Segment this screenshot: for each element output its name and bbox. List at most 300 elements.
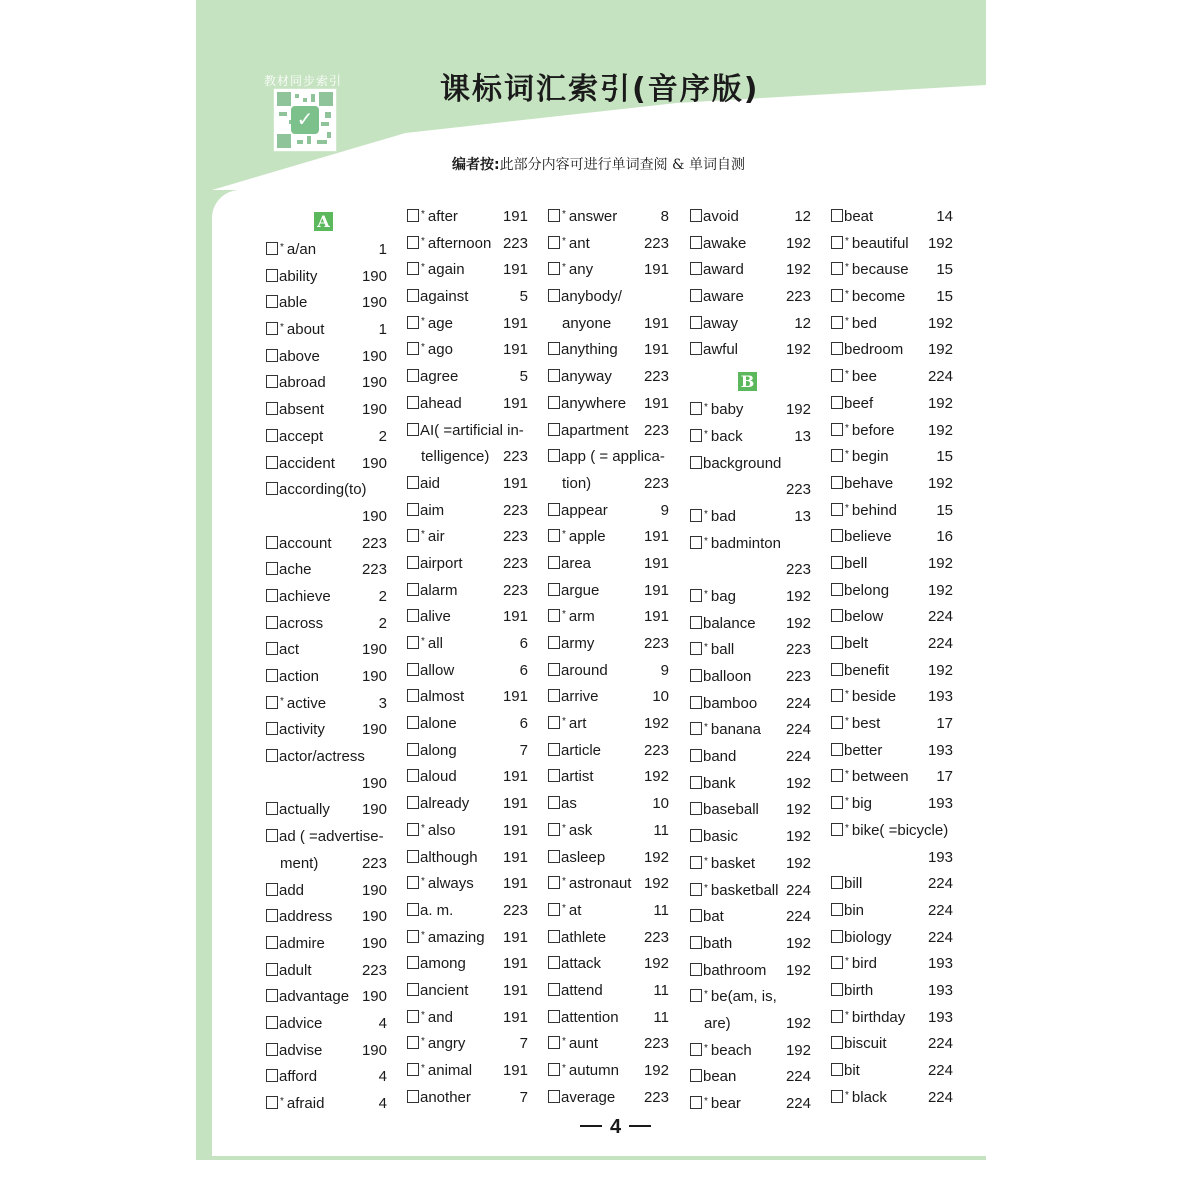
checkbox[interactable] (266, 562, 278, 575)
checkbox[interactable] (266, 749, 278, 762)
checkbox[interactable] (548, 529, 560, 542)
checkbox[interactable] (266, 1096, 278, 1109)
checkbox[interactable] (690, 402, 702, 415)
checkbox[interactable] (548, 423, 560, 436)
checkbox[interactable] (548, 236, 560, 249)
checkbox[interactable] (548, 983, 560, 996)
checkbox[interactable] (407, 262, 419, 275)
checkbox[interactable] (690, 316, 702, 329)
page-ref: 12 (794, 208, 811, 225)
checkbox[interactable] (407, 663, 419, 676)
checkbox[interactable] (266, 322, 278, 335)
checkbox[interactable] (407, 903, 419, 916)
checkbox[interactable] (690, 236, 702, 249)
checkbox[interactable] (831, 342, 843, 355)
star-mark-icon: * (562, 609, 566, 621)
checkbox[interactable] (548, 769, 560, 782)
page-ref: 223 (785, 481, 811, 499)
checkbox[interactable] (548, 636, 560, 649)
checkbox[interactable] (690, 456, 702, 469)
checkbox[interactable] (831, 449, 843, 462)
page-ref: 13 (794, 507, 811, 525)
checkbox[interactable] (266, 349, 278, 362)
checkbox[interactable] (407, 423, 419, 436)
qr-module (307, 136, 311, 144)
word-entry (407, 1031, 528, 1058)
checkbox[interactable] (407, 342, 419, 355)
checkbox[interactable] (690, 829, 702, 842)
word-entry (407, 898, 528, 925)
checkbox[interactable] (690, 909, 702, 922)
word-entry (831, 524, 953, 551)
word-entry (407, 604, 528, 631)
checkbox[interactable] (266, 295, 278, 308)
checkbox[interactable] (831, 1036, 843, 1049)
checkbox[interactable] (407, 369, 419, 382)
checkbox[interactable] (690, 989, 702, 1002)
word-entry (690, 451, 811, 478)
qr-module (295, 94, 299, 98)
checkbox[interactable] (266, 802, 278, 815)
word-text: already (420, 795, 470, 813)
page-ref: 192 (927, 581, 953, 599)
checkbox[interactable] (266, 456, 278, 469)
word-entry (690, 284, 811, 311)
checkbox[interactable] (690, 262, 702, 275)
page-ref: 190 (361, 934, 387, 952)
checkbox[interactable] (831, 423, 843, 436)
checkbox[interactable] (690, 802, 702, 815)
checkbox[interactable] (407, 743, 419, 756)
checkbox[interactable] (831, 823, 843, 836)
checkbox[interactable] (266, 1043, 278, 1056)
checkbox[interactable] (407, 689, 419, 702)
checkbox[interactable] (407, 289, 419, 302)
word-text: anything (561, 341, 618, 359)
checkbox[interactable] (407, 476, 419, 489)
checkbox[interactable] (831, 262, 843, 275)
checkbox[interactable] (548, 1063, 560, 1076)
checkbox[interactable] (690, 342, 702, 355)
word-entry-continuation (266, 504, 387, 531)
page-ref: 192 (643, 768, 669, 786)
checkbox[interactable] (266, 883, 278, 896)
word-text: bit (844, 1062, 860, 1079)
checkbox[interactable] (831, 930, 843, 943)
word-entry (407, 418, 528, 445)
checkbox[interactable] (266, 722, 278, 735)
checkbox[interactable] (548, 663, 560, 676)
word-text: area (561, 554, 592, 572)
qr-module (279, 112, 287, 116)
word-text: awful (703, 341, 739, 359)
checkbox[interactable] (831, 556, 843, 569)
checkbox[interactable] (548, 609, 560, 622)
page-ref: 190 (361, 347, 387, 365)
checkbox[interactable] (407, 609, 419, 622)
word-entry (548, 658, 669, 685)
index-column (831, 204, 953, 1111)
checkbox[interactable] (266, 909, 278, 922)
checkbox[interactable] (548, 850, 560, 863)
word-text: anybody/ (561, 288, 622, 306)
page-ref: 15 (936, 261, 953, 279)
word-text: address (279, 908, 333, 926)
checkbox[interactable] (266, 963, 278, 976)
checkbox[interactable] (831, 396, 843, 409)
checkbox[interactable] (831, 583, 843, 596)
checkbox[interactable] (266, 482, 278, 495)
checkbox[interactable] (831, 503, 843, 516)
checkbox[interactable] (831, 1010, 843, 1023)
letter-badge: A (314, 212, 333, 231)
word-text: anywhere (561, 394, 627, 412)
checkbox[interactable] (407, 956, 419, 969)
checkbox[interactable] (548, 369, 560, 382)
word-text: advise (279, 1041, 323, 1059)
checkbox[interactable] (548, 903, 560, 916)
checkbox[interactable] (690, 1069, 702, 1082)
word-entry (831, 978, 953, 1005)
checkbox[interactable] (690, 429, 702, 442)
checkbox[interactable] (690, 696, 702, 709)
word-entry (266, 691, 387, 718)
checkbox[interactable] (407, 503, 419, 516)
checkbox[interactable] (690, 616, 702, 629)
checkbox[interactable] (831, 743, 843, 756)
word-text: aid (420, 474, 441, 492)
page-ref: 10 (652, 688, 669, 706)
word-text: asleep (561, 848, 606, 866)
word-text: allow (420, 661, 455, 679)
star-mark-icon: * (845, 369, 849, 381)
checkbox[interactable] (548, 503, 560, 516)
word-entry (548, 204, 669, 231)
word-entry (690, 744, 811, 771)
checkbox[interactable] (831, 209, 843, 222)
word-entry (266, 1011, 387, 1038)
checkbox[interactable] (407, 556, 419, 569)
checkbox[interactable] (831, 769, 843, 782)
checkbox[interactable] (831, 609, 843, 622)
word-text: able (279, 294, 308, 312)
star-mark-icon: * (845, 262, 849, 274)
page-ref: 15 (936, 501, 953, 519)
word-entry (831, 1031, 953, 1058)
word-text: belong (844, 581, 890, 599)
star-mark-icon: * (704, 1096, 708, 1107)
word-text: artist (561, 768, 594, 786)
checkbox[interactable] (407, 316, 419, 329)
qr-label: 教材同步索引 (264, 74, 343, 88)
star-mark-icon: * (704, 882, 708, 894)
page-ref: 224 (785, 1095, 811, 1112)
qr-module (303, 98, 307, 102)
checkbox[interactable] (407, 396, 419, 409)
word-entry (831, 1005, 953, 1032)
word-text: adult (279, 961, 312, 979)
checkbox[interactable] (548, 956, 560, 969)
page-number (572, 1116, 659, 1139)
checkbox[interactable] (548, 689, 560, 702)
star-mark-icon: * (421, 1009, 425, 1021)
word-entry (690, 424, 811, 451)
checkbox[interactable] (831, 716, 843, 729)
checkbox[interactable] (266, 989, 278, 1002)
checkbox[interactable] (266, 616, 278, 629)
checkbox[interactable] (407, 209, 419, 222)
word-entry (266, 744, 387, 771)
checkbox[interactable] (831, 983, 843, 996)
checkbox[interactable] (407, 236, 419, 249)
word-text: baby (710, 401, 744, 419)
checkbox[interactable] (266, 402, 278, 415)
word-text: better (844, 741, 883, 759)
checkbox[interactable] (690, 589, 702, 602)
word-text: ball (710, 641, 735, 659)
word-text: are) (704, 1014, 731, 1032)
word-text: bird (851, 955, 877, 973)
checkbox[interactable] (548, 823, 560, 836)
checkbox[interactable] (266, 429, 278, 442)
page-ref: 191 (643, 581, 669, 599)
page-ref: 191 (502, 394, 528, 412)
checkbox[interactable] (407, 636, 419, 649)
page-ref: 223 (502, 528, 528, 546)
word-text: absent (279, 401, 325, 419)
word-entry (690, 717, 811, 744)
word-entry (407, 551, 528, 578)
checkbox[interactable] (548, 289, 560, 302)
checkbox[interactable] (548, 449, 560, 462)
word-text: bag (710, 587, 736, 605)
checkbox[interactable] (548, 342, 560, 355)
checkbox[interactable] (407, 930, 419, 943)
page-ref: 16 (936, 528, 953, 546)
word-entry (548, 1005, 669, 1032)
dash-right (629, 1125, 651, 1127)
word-entry (266, 344, 387, 371)
word-entry (831, 1058, 953, 1085)
page-ref: 193 (927, 1008, 953, 1026)
checkbox[interactable] (548, 1090, 560, 1103)
checkbox[interactable] (690, 936, 702, 949)
page-ref: 7 (519, 1035, 528, 1053)
word-text: bamboo (703, 694, 758, 712)
index-column (407, 204, 528, 1111)
checkbox[interactable] (831, 369, 843, 382)
checkbox[interactable] (266, 269, 278, 282)
star-mark-icon: * (845, 796, 849, 808)
checkbox[interactable] (831, 1063, 843, 1076)
checkbox[interactable] (407, 1036, 419, 1049)
word-text: across (279, 614, 324, 632)
checkbox[interactable] (407, 583, 419, 596)
page-ref: 190 (361, 1041, 387, 1059)
qr-module (319, 92, 333, 106)
page-ref: 191 (502, 208, 528, 225)
checkbox[interactable] (266, 375, 278, 388)
qr-module (325, 112, 331, 118)
word-entry (831, 337, 953, 364)
qr-module (297, 140, 303, 144)
checkbox[interactable] (266, 936, 278, 949)
word-entry (690, 397, 811, 424)
word-entry (831, 311, 953, 338)
index-column (690, 204, 811, 1118)
checkbox[interactable] (831, 689, 843, 702)
page-ref: 192 (927, 341, 953, 359)
checkbox[interactable] (266, 536, 278, 549)
checkbox[interactable] (831, 796, 843, 809)
word-entry (690, 664, 811, 691)
checkbox[interactable] (407, 769, 419, 782)
checkbox[interactable] (266, 669, 278, 682)
checkbox[interactable] (690, 722, 702, 735)
word-entry-continuation (690, 1011, 811, 1038)
checkbox[interactable] (831, 903, 843, 916)
star-mark-icon: * (421, 1036, 425, 1048)
checkbox[interactable] (690, 1043, 702, 1056)
checkbox[interactable] (831, 1090, 843, 1103)
page-ref: 191 (502, 928, 528, 946)
star-mark-icon: * (704, 989, 708, 1001)
star-mark-icon: * (845, 422, 849, 434)
word-text: ahead (420, 394, 462, 412)
checkbox[interactable] (407, 823, 419, 836)
word-entry (831, 204, 953, 231)
checkbox[interactable] (407, 529, 419, 542)
word-text: animal (427, 1062, 473, 1079)
checkbox[interactable] (831, 876, 843, 889)
checkbox[interactable] (548, 396, 560, 409)
word-entry (548, 604, 669, 631)
checkbox[interactable] (548, 796, 560, 809)
word-text: be(am, is, (710, 988, 777, 1006)
checkbox[interactable] (690, 1096, 702, 1109)
page-ref: 1 (378, 321, 387, 339)
checkbox[interactable] (831, 316, 843, 329)
word-entry (407, 471, 528, 498)
checkbox[interactable] (548, 930, 560, 943)
checkbox[interactable] (690, 289, 702, 302)
checkbox[interactable] (266, 1016, 278, 1029)
checkbox[interactable] (266, 696, 278, 709)
word-entry (266, 958, 387, 985)
checkbox[interactable] (831, 289, 843, 302)
page-ref: 191 (502, 341, 528, 359)
checkbox[interactable] (548, 716, 560, 729)
word-entry (690, 771, 811, 798)
word-text: abroad (279, 374, 326, 392)
checkbox[interactable] (266, 829, 278, 842)
checkbox[interactable] (407, 716, 419, 729)
page-ref: 192 (785, 401, 811, 419)
checkbox[interactable] (548, 556, 560, 569)
word-text: birth (844, 981, 874, 999)
page-ref: 192 (785, 1041, 811, 1059)
checkbox[interactable] (831, 236, 843, 249)
checkbox[interactable] (407, 850, 419, 863)
checkbox[interactable] (831, 663, 843, 676)
checkbox[interactable] (690, 209, 702, 222)
checkbox[interactable] (548, 1010, 560, 1023)
checkbox[interactable] (831, 956, 843, 969)
checkbox[interactable] (690, 856, 702, 869)
page-ref: 224 (927, 1088, 953, 1106)
checkbox[interactable] (548, 1036, 560, 1049)
checkbox[interactable] (407, 1010, 419, 1023)
word-entry-continuation (266, 851, 387, 878)
checkbox[interactable] (690, 509, 702, 522)
checkbox[interactable] (831, 636, 843, 649)
page-ref: 11 (653, 821, 669, 839)
word-entry (266, 557, 387, 584)
checkbox[interactable] (831, 476, 843, 489)
word-entry (548, 978, 669, 1005)
checkbox[interactable] (266, 589, 278, 602)
word-entry (690, 637, 811, 664)
letter-badge: B (738, 372, 757, 391)
word-text: account (279, 534, 332, 552)
page-ref: 191 (502, 768, 528, 786)
word-text: advice (279, 1014, 323, 1032)
checkbox[interactable] (548, 743, 560, 756)
checkbox[interactable] (548, 876, 560, 889)
word-text: ancient (420, 981, 469, 999)
word-entry (407, 978, 528, 1005)
checkbox[interactable] (548, 262, 560, 275)
checkbox[interactable] (690, 963, 702, 976)
checkbox[interactable] (690, 536, 702, 549)
checkbox[interactable] (407, 796, 419, 809)
checkbox[interactable] (407, 1090, 419, 1103)
page-ref: 191 (643, 528, 669, 546)
star-mark-icon: * (421, 1063, 425, 1074)
word-text: add (279, 881, 305, 899)
word-entry (266, 1064, 387, 1091)
checkbox[interactable] (690, 669, 702, 682)
word-entry (266, 584, 387, 611)
checkbox[interactable] (407, 876, 419, 889)
word-entry-continuation (690, 477, 811, 504)
checkbox[interactable] (831, 529, 843, 542)
word-text: aunt (568, 1035, 599, 1053)
checkbox[interactable] (690, 749, 702, 762)
checkbox[interactable] (690, 776, 702, 789)
star-mark-icon: * (845, 315, 849, 327)
page-ref: 191 (502, 608, 528, 626)
checkbox[interactable] (266, 1069, 278, 1082)
qr-code[interactable] (273, 88, 337, 152)
star-mark-icon: * (421, 929, 425, 941)
checkbox[interactable] (407, 983, 419, 996)
checkbox[interactable] (548, 583, 560, 596)
word-text: attention (561, 1008, 619, 1026)
checkbox[interactable] (407, 1063, 419, 1076)
word-entry (548, 898, 669, 925)
star-mark-icon: * (421, 262, 425, 274)
checkbox[interactable] (266, 242, 278, 255)
word-text: biscuit (844, 1035, 887, 1053)
checkbox[interactable] (690, 883, 702, 896)
checkbox[interactable] (690, 642, 702, 655)
word-text: bat (703, 908, 724, 926)
word-text: active (286, 694, 327, 712)
checkbox[interactable] (266, 642, 278, 655)
checkbox[interactable] (548, 209, 560, 222)
word-text: aware (703, 288, 744, 306)
